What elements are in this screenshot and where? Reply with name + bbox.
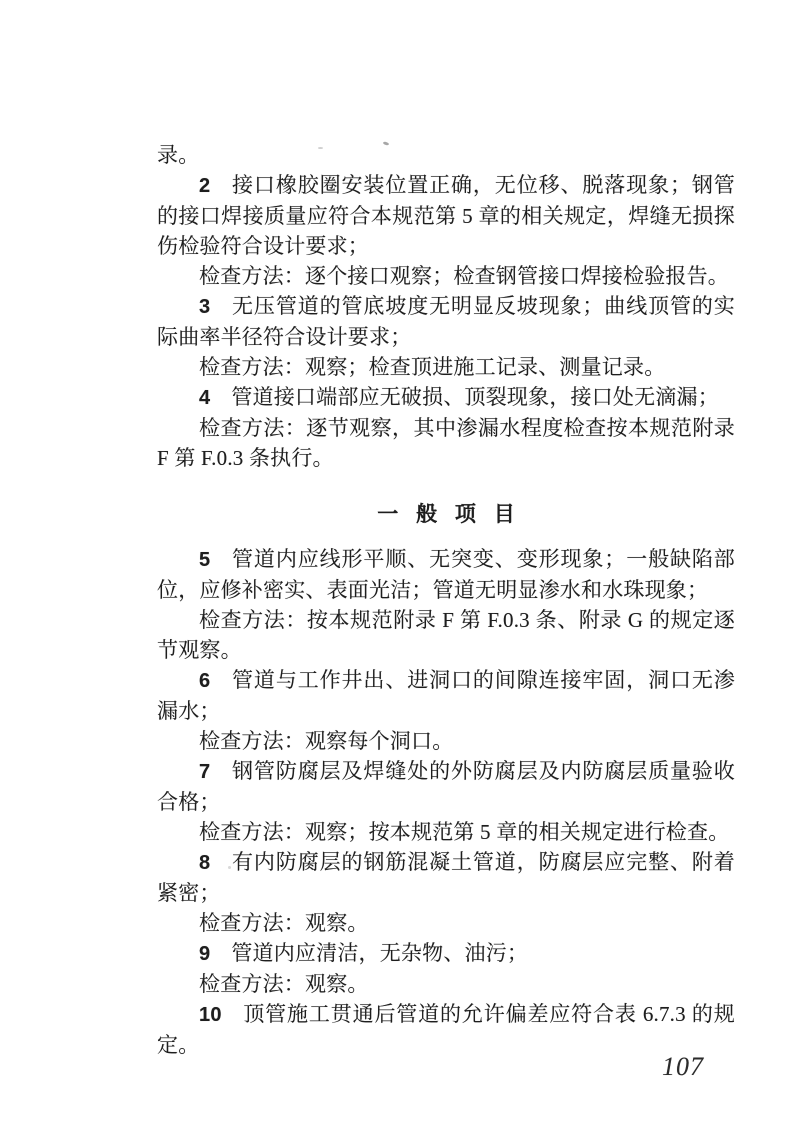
item-number: 5 — [199, 549, 211, 571]
clause-item-7: 7 钢管防腐层及焊缝处的外防腐层及内防腐层质量验收合格； — [157, 759, 735, 814]
item-number: 7 — [199, 761, 211, 783]
item-number: 4 — [199, 387, 211, 409]
method-line: 检查方法：逐节观察，其中渗漏水程度检查按本规范附录 F 第 F.0.3 条执行。 — [157, 416, 735, 470]
method-line: 检查方法：逐个接口观察；检查钢管接口焊接检验报告。 — [199, 264, 729, 288]
item-number: 3 — [199, 296, 211, 318]
clause-item-2: 2 接口橡胶圈安装位置正确，无位移、脱落现象；钢管的接口焊接质量应符合本规范第 5 章的相关规定，焊缝无损探伤检验符合设计要求； — [157, 173, 735, 258]
page-number: 107 — [662, 1052, 704, 1081]
document-body — [157, 140, 735, 1060]
clause-item-3: 3 无压管道的管底坡度无明显反坡现象；曲线顶管的实际曲率半径符合设计要求； — [157, 294, 735, 349]
clause-item-10: 10 顶管施工贯通后管道的允许偏差应符合表 6.7.3 的规定。 — [157, 1002, 735, 1057]
item-number: 9 — [199, 943, 211, 965]
clause-item-4: 4 管道接口端部应无破损、顶裂现象，接口处无滴漏； — [199, 385, 719, 409]
method-line: 检查方法：观察。 — [199, 972, 369, 996]
method-line: 检查方法：观察每个洞口。 — [199, 729, 454, 753]
method-line: 检查方法：观察。 — [199, 911, 369, 935]
item-number: 6 — [199, 670, 211, 692]
clause-item-9: 9 管道内应清洁，无杂物、油污； — [199, 941, 529, 965]
method-line: 检查方法：观察；按本规范第 5 章的相关规定进行检查。 — [199, 820, 730, 844]
section-heading: 一般项目 — [377, 503, 533, 526]
method-line: 检查方法：按本规范附录 F 第 F.0.3 条、附录 G 的规定逐节观察。 — [157, 608, 735, 662]
item-number: 10 — [199, 1004, 222, 1026]
clause-item-8: 8 有内防腐层的钢筋混凝土管道，防腐层应完整、附着紧密； — [157, 850, 735, 905]
item-number: 2 — [199, 175, 211, 197]
continuation-line: 录。 — [157, 143, 200, 167]
clause-item-5: 5 管道内应线形平顺、无突变、变形现象；一般缺陷部位，应修补密实、表面光洁；管道无明显渗水和水珠现象； — [157, 547, 735, 602]
clause-item-6: 6 管道与工作井出、进洞口的间隙连接牢固，洞口无渗漏水； — [157, 668, 735, 723]
method-line: 检查方法：观察；检查顶进施工记录、测量记录。 — [199, 355, 666, 379]
item-number: 8 — [199, 852, 211, 874]
